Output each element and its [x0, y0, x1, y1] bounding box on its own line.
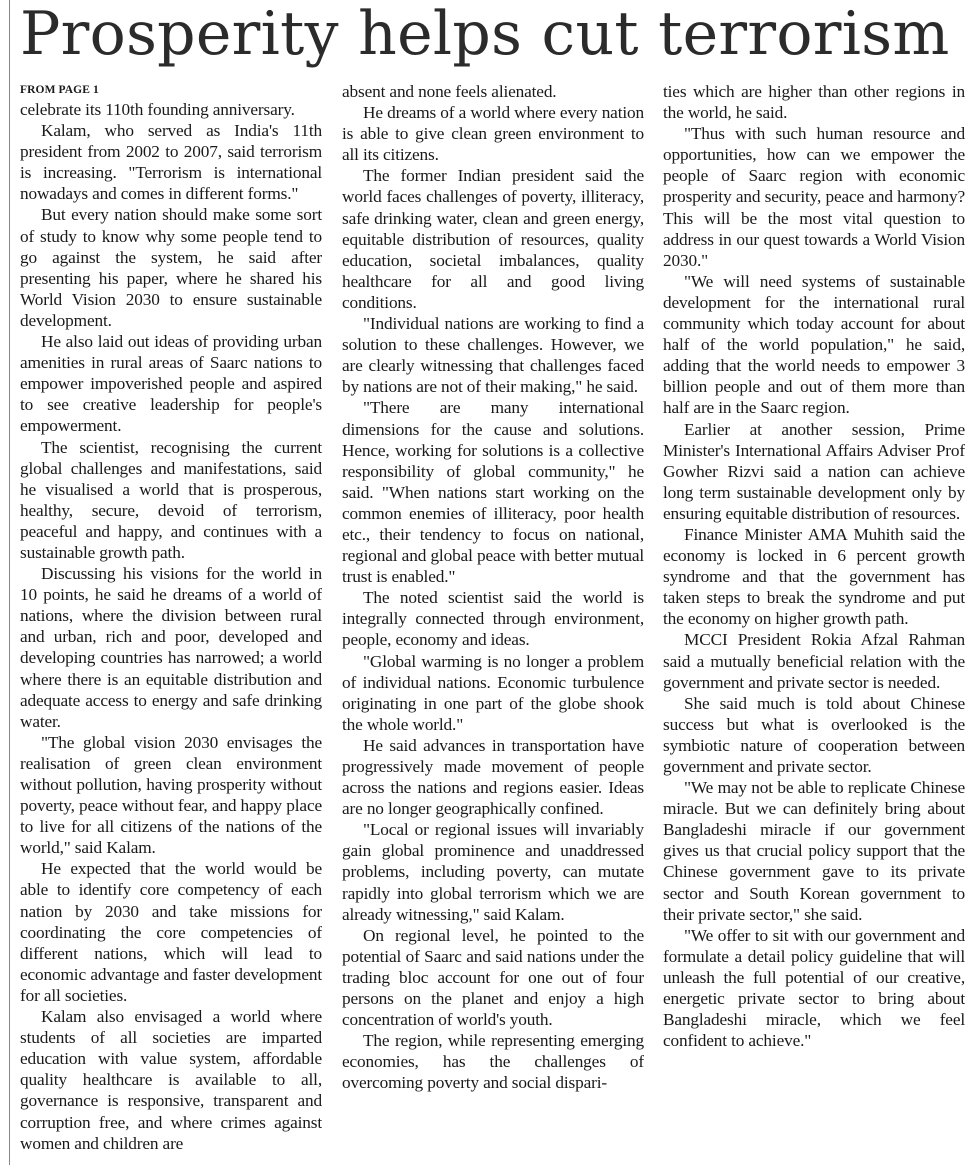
article-paragraph: MCCI President Rokia Afzal Rahman said a mutually beneficial relation with the government and private sector is needed. — [663, 630, 965, 692]
article-paragraph: "Thus with such human resource and opportunities, how can we empower the people of Saarc region with economic prosperity and security, peace and harmony? This will be the most vital question to address in our quest towards a World Vision 2030." — [663, 124, 965, 270]
article-paragraph: Finance Minister AMA Muhith said the economy is locked in 6 percent growth syndrome and that the government has taken steps to break the syndrome and put the economy on higher growth path. — [663, 524, 965, 629]
jump-line: FROM PAGE 1 — [20, 84, 99, 96]
article-paragraph: "We may not be able to replicate Chinese miracle. But we can definitely bring about Bangladeshi miracle if our government gives us that crucial policy support that the Chinese government gave to its private sector and South Korean government to their private sector," she said. — [663, 778, 965, 924]
article-paragraph: "We will need systems of sustainable development for the international rural community which today account for about half of the world population," he said, adding that the world needs to empower 3 billion people and out of them more than half are in the Saarc region. — [663, 271, 965, 418]
article-paragraph: He dreams of a world where every nation is able to give clean green environment to all its citizens. — [342, 103, 644, 165]
article-paragraph: The noted scientist said the world is integrally connected through environment, people, economy and ideas. — [342, 588, 644, 650]
article-body — [20, 81, 966, 1165]
article-paragraph: Earlier at another session, Prime Minister's International Affairs Adviser Prof Gowher Rizvi said a nation can achieve long term sustainable development only by ensuring equitable distribution of resources. — [663, 419, 965, 523]
article-paragraph: "Individual nations are working to find a solution to these challenges. However, we are clearly witnessing that challenges faced by nations are not of their making," he said. — [342, 314, 644, 397]
column-2-text — [342, 81, 644, 1094]
article-paragraph: absent and none feels alienated. — [342, 82, 557, 101]
article-paragraph: Discussing his visions for the world in 10 points, he said he dreams of a world of nations, where the division between rural and urban, rich and poor, developed and developing countries has narrowed; a world where there is an equitable distribution and adequate access to energy and safe drinking water. — [20, 564, 322, 731]
article-paragraph: The region, while representing emerging economies, has the challenges of overcoming poverty and social dispari- — [342, 1031, 644, 1093]
article-column-1 — [20, 81, 322, 1165]
article-paragraph: "Global warming is no longer a problem of individual nations. Economic turbulence originating in one part of the globe shook the whole world." — [342, 651, 644, 734]
article-paragraph: "Local or regional issues will invariably gain global prominence and unaddressed problems, including poverty, can mutate rapidly into global terrorism which we are already witnessing," said Kalam. — [342, 820, 644, 924]
article-paragraph: Kalam also envisaged a world where students of all societies are imparted education with value system, affordable quality healthcare is available to all, governance is responsive, transparent and corruption free, and where crimes against women and children are — [20, 1007, 322, 1153]
article-paragraph: The scientist, recognising the current global challenges and manifestations, said he visualised a world that is prosperous, healthy, secure, devoid of terrorism, peaceful and happy, and continues with a sustainable growth path. — [20, 437, 322, 562]
column-rule — [9, 0, 10, 1165]
article-column-2 — [342, 81, 644, 1165]
article-paragraph: "The global vision 2030 envisages the realisation of green clean environment without pollution, having prosperity without poverty, peace without fear, and happy place to live for all citizens of the nations of the world," said Kalam. — [20, 732, 322, 858]
article-paragraph: On regional level, he pointed to the potential of Saarc and said nations under the trading bloc account for one out of four persons on the planet and enjoy a high concentration of world's youth. — [342, 925, 644, 1030]
article-paragraph: Kalam, who served as India's 11th president from 2002 to 2007, said terrorism is increasing. "Terrorism is international nowadays and comes in different forms." — [20, 121, 322, 204]
article-paragraph: He said advances in transportation have progressively made movement of people across the nations and regions easier. Ideas are no longer geographically confined. — [342, 735, 644, 819]
article-paragraph: The former Indian president said the world faces challenges of poverty, illiteracy, safe drinking water, clean and green energy, equitable distribution of resources, quality education, societal imbalances, quality healthcare for all and good living conditions. — [342, 166, 644, 312]
article-paragraph: ties which are higher than other regions in the world, he said. — [663, 82, 965, 123]
column-3-text — [663, 81, 965, 1051]
article-paragraph: She said much is told about Chinese success but what is overlooked is the symbiotic nature of cooperation between government and private sector. — [663, 693, 965, 776]
article-column-3 — [663, 81, 965, 1165]
headline: Prosperity helps cut terrorism — [20, 0, 950, 69]
article-paragraph: He expected that the world would be able to identify core competency of each nation by 2030 and take missions for coordinating the core competencies of different nations, which will lead to economic advantage and faster development for all societies. — [20, 859, 322, 1005]
article-paragraph: "We offer to sit with our government and formulate a detail policy guideline that will unleash the full potential of our creative, energetic private sector to bring about Bangladeshi miracle, which we feel confident to achieve." — [663, 925, 965, 1051]
column-1-text — [20, 99, 322, 1154]
article-paragraph: "There are many international dimensions for the cause and solutions. Hence, working for solutions is a collective responsibility of global community," he said. "When nations start working on the common enemies of illiteracy, poor health etc., their tendency to focus on national, regional and global peace with better mutual trust is enabled." — [342, 398, 644, 587]
article-paragraph: celebrate its 110th founding anniversary. — [20, 100, 295, 119]
article-paragraph: But every nation should make some sort of study to know why some people tend to go against the system, he said after presenting his paper, where he shared his World Vision 2030 to ensure sustainable development. — [20, 205, 322, 330]
article-paragraph: He also laid out ideas of providing urban amenities in rural areas of Saarc nations to empower impoverished people and aspired to see creative leadership for people's empowerment. — [20, 332, 322, 436]
